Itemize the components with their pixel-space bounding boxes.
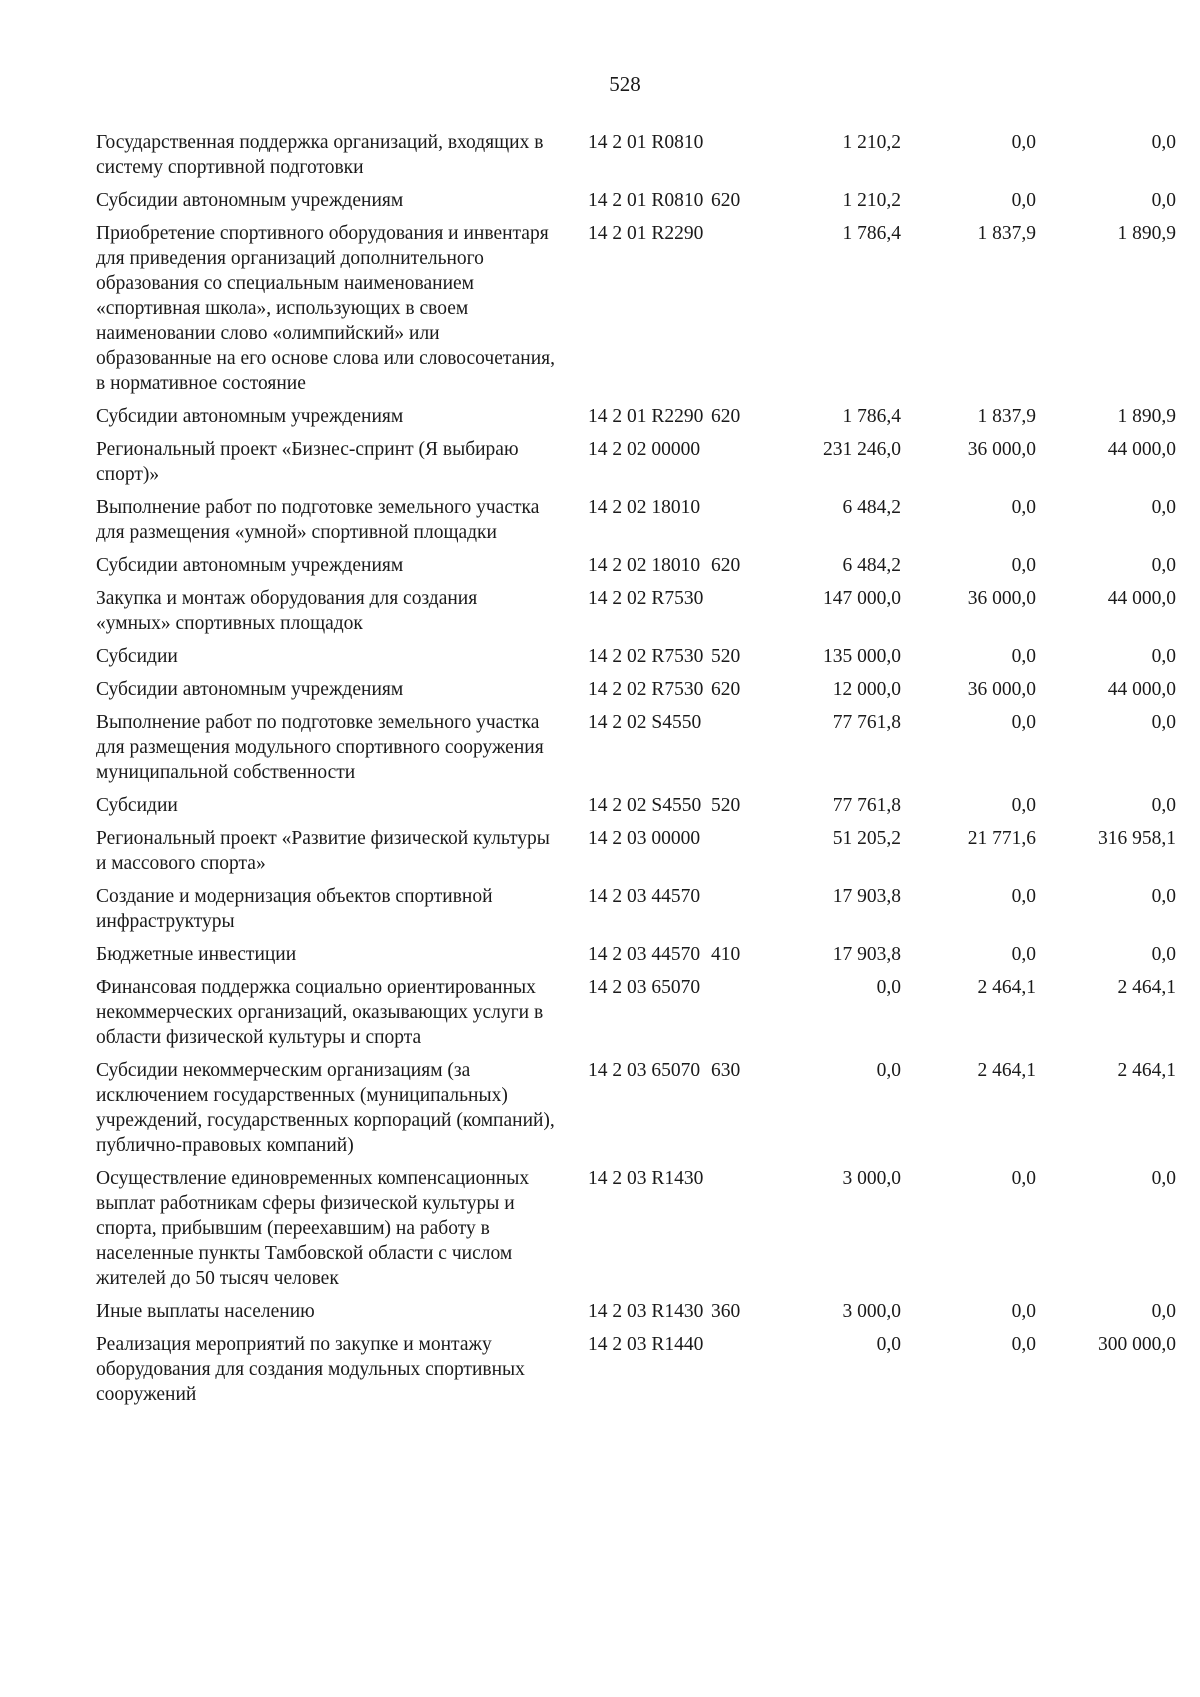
row-code: 14 2 03 44570 <box>588 886 701 907</box>
row-code: 14 2 03 R1430 <box>588 1301 704 1322</box>
row-name: Субсидии некоммерческим организациям (за исключением государственных (муниципальных) учреждений, государственных корпораций (компаний), публично-правовых компаний) <box>96 1060 555 1156</box>
row-value-year-2: 0,0 <box>1011 497 1036 518</box>
table-row <box>96 404 1176 437</box>
row-value-year-3: 0,0 <box>1151 944 1176 965</box>
row-value-year-2: 2 464,1 <box>977 977 1036 998</box>
row-code: 14 2 03 65070 <box>588 977 701 998</box>
row-code: 14 2 03 R1430 <box>588 1168 704 1189</box>
row-value-year-3: 2 464,1 <box>1117 977 1176 998</box>
row-name: Иные выплаты населению <box>96 1301 315 1322</box>
row-name: Субсидии <box>96 795 178 816</box>
row-name: Субсидии автономным учреждениям <box>96 190 404 211</box>
table-row <box>96 793 1176 826</box>
row-code: 14 2 01 R2290 <box>588 406 704 427</box>
table-row <box>96 1166 1176 1299</box>
row-value-year-3: 0,0 <box>1151 555 1176 576</box>
row-value-year-3: 0,0 <box>1151 646 1176 667</box>
row-value-year-1: 135 000,0 <box>823 646 901 667</box>
table-row <box>96 586 1176 644</box>
row-value-year-1: 147 000,0 <box>823 588 901 609</box>
row-value-year-1: 0,0 <box>876 1060 901 1081</box>
row-code: 14 2 02 S4550 <box>588 795 702 816</box>
row-value-year-2: 0,0 <box>1011 555 1036 576</box>
page-number: 528 <box>609 72 641 96</box>
row-name: Бюджетные инвестиции <box>96 944 297 965</box>
row-expense-type <box>711 1166 761 1299</box>
row-value-year-3: 300 000,0 <box>1098 1334 1176 1355</box>
row-name: Региональный проект «Бизнес-спринт (Я выбираю спорт)» <box>96 439 519 485</box>
row-expense-type <box>711 826 761 884</box>
row-value-year-1: 1 210,2 <box>842 132 901 153</box>
row-expense-type: 630 <box>711 1060 741 1081</box>
row-expense-type: 620 <box>711 406 741 427</box>
row-value-year-2: 0,0 <box>1011 1334 1036 1355</box>
row-expense-type <box>711 221 761 404</box>
row-code: 14 2 01 R0810 <box>588 190 704 211</box>
row-value-year-3: 0,0 <box>1151 190 1176 211</box>
row-code: 14 2 02 R7530 <box>588 646 704 667</box>
row-expense-type <box>711 710 761 793</box>
row-value-year-1: 0,0 <box>876 977 901 998</box>
row-expense-type: 620 <box>711 555 741 576</box>
table-row <box>96 710 1176 793</box>
table-row <box>96 1332 1176 1415</box>
row-expense-type: 520 <box>711 646 741 667</box>
table-row <box>96 1299 1176 1332</box>
row-value-year-2: 21 771,6 <box>967 828 1036 849</box>
row-expense-type: 520 <box>711 795 741 816</box>
row-value-year-2: 0,0 <box>1011 132 1036 153</box>
row-value-year-1: 1 786,4 <box>842 223 901 244</box>
row-name: Реализация мероприятий по закупке и монтажу оборудования для создания модульных спортивных сооружений <box>96 1334 525 1405</box>
table-row <box>96 495 1176 553</box>
row-code: 14 2 02 00000 <box>588 439 701 460</box>
row-code: 14 2 03 00000 <box>588 828 701 849</box>
row-value-year-2: 0,0 <box>1011 886 1036 907</box>
row-code: 14 2 02 R7530 <box>588 588 704 609</box>
row-expense-type <box>711 130 761 188</box>
row-value-year-1: 17 903,8 <box>832 886 901 907</box>
row-value-year-1: 6 484,2 <box>842 555 901 576</box>
row-value-year-2: 36 000,0 <box>967 439 1036 460</box>
table-row <box>96 644 1176 677</box>
row-value-year-2: 0,0 <box>1011 1168 1036 1189</box>
row-value-year-1: 3 000,0 <box>842 1301 901 1322</box>
row-code: 14 2 03 65070 <box>588 1060 701 1081</box>
table-row <box>96 826 1176 884</box>
row-value-year-1: 1 786,4 <box>842 406 901 427</box>
row-value-year-3: 44 000,0 <box>1107 679 1176 700</box>
row-value-year-3: 0,0 <box>1151 1168 1176 1189</box>
row-value-year-3: 0,0 <box>1151 132 1176 153</box>
row-value-year-1: 51 205,2 <box>832 828 901 849</box>
row-code: 14 2 01 R0810 <box>588 132 704 153</box>
row-name: Приобретение спортивного оборудования и инвентаря для приведения организаций дополнительного образования со специальным наименованием «спортивная школа», использующих в своем наименовании слово «олимпийский» или образованные на его основе слова или словосочетания, в нормативное состояние <box>96 223 556 394</box>
row-name: Осуществление единовременных компенсационных выплат работникам сферы физической культуры и спорта, прибывшим (переехавшим) на работу в населенные пункты Тамбовской области с числом жителей до 50 тысяч человек <box>96 1168 530 1289</box>
row-name: Выполнение работ по подготовке земельного участка для размещения «умной» спортивной площадки <box>96 497 540 543</box>
row-value-year-2: 0,0 <box>1011 944 1036 965</box>
row-value-year-2: 1 837,9 <box>977 406 1036 427</box>
row-value-year-3: 0,0 <box>1151 497 1176 518</box>
table-row <box>96 437 1176 495</box>
row-code: 14 2 02 18010 <box>588 555 701 576</box>
row-name: Создание и модернизация объектов спортивной инфраструктуры <box>96 886 493 932</box>
row-expense-type <box>711 975 761 1058</box>
row-code: 14 2 02 18010 <box>588 497 701 518</box>
row-value-year-2: 0,0 <box>1011 646 1036 667</box>
table-row <box>96 130 1176 188</box>
row-name: Финансовая поддержка социально ориентированных некоммерческих организаций, оказывающих услуги в области физической культуры и спорта <box>96 977 544 1048</box>
row-expense-type <box>711 495 761 553</box>
row-expense-type: 620 <box>711 190 741 211</box>
row-value-year-1: 17 903,8 <box>832 944 901 965</box>
row-code: 14 2 03 R1440 <box>588 1334 704 1355</box>
row-value-year-3: 1 890,9 <box>1117 406 1176 427</box>
row-value-year-1: 3 000,0 <box>842 1168 901 1189</box>
row-value-year-3: 44 000,0 <box>1107 439 1176 460</box>
row-code: 14 2 02 R7530 <box>588 679 704 700</box>
row-code: 14 2 01 R2290 <box>588 223 704 244</box>
table-row <box>96 942 1176 975</box>
row-code: 14 2 02 S4550 <box>588 712 702 733</box>
row-expense-type <box>711 884 761 942</box>
row-value-year-2: 0,0 <box>1011 712 1036 733</box>
row-name: Субсидии автономным учреждениям <box>96 406 404 427</box>
row-name: Региональный проект «Развитие физической культуры и массового спорта» <box>96 828 550 874</box>
row-value-year-3: 1 890,9 <box>1117 223 1176 244</box>
row-value-year-2: 0,0 <box>1011 795 1036 816</box>
table-row <box>96 188 1176 221</box>
table-row <box>96 553 1176 586</box>
row-value-year-3: 0,0 <box>1151 712 1176 733</box>
row-value-year-1: 1 210,2 <box>842 190 901 211</box>
table-row <box>96 677 1176 710</box>
row-name: Государственная поддержка организаций, входящих в систему спортивной подготовки <box>96 132 544 178</box>
row-name: Субсидии автономным учреждениям <box>96 679 404 700</box>
row-value-year-1: 77 761,8 <box>832 712 901 733</box>
table-body <box>96 130 1176 1415</box>
row-value-year-3: 0,0 <box>1151 795 1176 816</box>
row-value-year-1: 231 246,0 <box>823 439 901 460</box>
row-value-year-1: 12 000,0 <box>832 679 901 700</box>
row-value-year-1: 0,0 <box>876 1334 901 1355</box>
row-value-year-2: 36 000,0 <box>967 679 1036 700</box>
budget-table <box>96 130 1176 1415</box>
row-value-year-2: 2 464,1 <box>977 1060 1036 1081</box>
row-name: Субсидии автономным учреждениям <box>96 555 404 576</box>
table-row <box>96 884 1176 942</box>
row-value-year-1: 6 484,2 <box>842 497 901 518</box>
row-value-year-3: 44 000,0 <box>1107 588 1176 609</box>
row-expense-type <box>711 1332 761 1415</box>
row-value-year-1: 77 761,8 <box>832 795 901 816</box>
row-value-year-3: 0,0 <box>1151 1301 1176 1322</box>
row-value-year-2: 0,0 <box>1011 1301 1036 1322</box>
row-value-year-2: 0,0 <box>1011 190 1036 211</box>
row-value-year-3: 316 958,1 <box>1098 828 1176 849</box>
table-row <box>96 1058 1176 1166</box>
row-expense-type <box>711 586 761 644</box>
row-name: Закупка и монтаж оборудования для создания «умных» спортивных площадок <box>96 588 478 634</box>
row-name: Выполнение работ по подготовке земельного участка для размещения модульного спортивного сооружения муниципальной собственности <box>96 712 544 783</box>
row-value-year-2: 36 000,0 <box>967 588 1036 609</box>
table-row <box>96 975 1176 1058</box>
row-expense-type <box>711 437 761 495</box>
row-value-year-3: 0,0 <box>1151 886 1176 907</box>
table-row <box>96 221 1176 404</box>
row-expense-type: 410 <box>711 944 741 965</box>
row-expense-type: 620 <box>711 679 741 700</box>
row-value-year-2: 1 837,9 <box>977 223 1036 244</box>
row-expense-type: 360 <box>711 1301 741 1322</box>
row-value-year-3: 2 464,1 <box>1117 1060 1176 1081</box>
row-code: 14 2 03 44570 <box>588 944 701 965</box>
row-name: Субсидии <box>96 646 178 667</box>
